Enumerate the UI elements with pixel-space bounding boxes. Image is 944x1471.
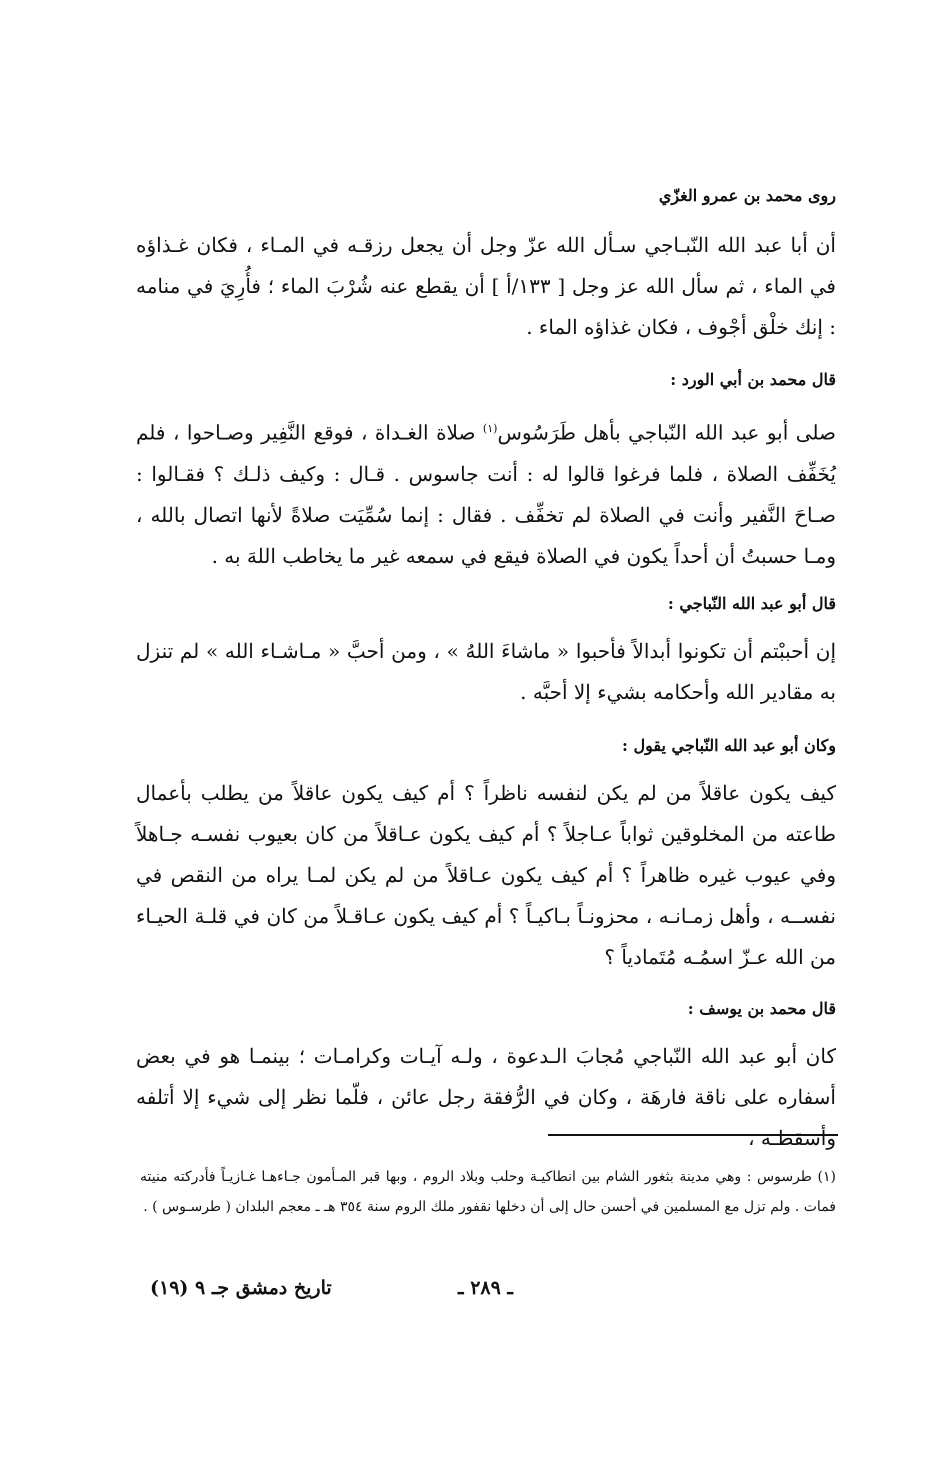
footnote-text: طرسوس : وهي مدينة بثغور الشام بين انطاكيـة وحلب وبلاد الروم ، وبها قبر المـأمون جـاءهـا غـازيـاً فأدركته منيته فمات . ولم تزل مع المسلمين في أحسن حال إلى أن دخلها نقفور ملك الروم سنة ٣٥٤ هـ ـ معجم البلدان ( طرسـوس ) . (140, 1169, 836, 1215)
section-heading: قال محمد بن يوسف : (687, 999, 836, 1018)
section-heading: قال محمد بن أبي الورد : (670, 370, 836, 389)
section-heading: قال أبو عبد الله النّباجي : (667, 594, 836, 613)
section-body (136, 225, 836, 348)
paragraph: كيف يكون عاقلاً من لم يكن لنفسه ناظراً ؟ أم كيف يكون عاقلاً من يطلب بأعمال طاعته من المخلوقين ثواباً عـاجلاً ؟ أم كيف يكون عـاقلاً من كان بعيوب نفسـه جـاهلاً وفي عيوب غيره ظاهراً ؟ أم كيف يكون عـاقلاً من لم يكن لمـا يراه من النقص في نفســه ، وأهل زمـانـه ، محزونـاً بـاكيـاً ؟ أم كيف يكون عـاقـلاً من كان في قلـة الحيـاء من الله عـزّ اسمُـه مُتَمادياً ؟ (136, 781, 836, 969)
section-body (136, 631, 836, 713)
section-body (136, 773, 836, 978)
paragraph: إن أحببْتم أن تكونوا أبدالاً فأحبوا « ماشاءَ اللهُ » ، ومن أحبَّ « مـاشـاء الله » لم تنزل به مقادير الله وأحكامه بشيء إلا أحبَّه . (136, 639, 836, 704)
footnote-marker: (١) (817, 1169, 837, 1185)
section-body (136, 1036, 836, 1159)
footnote-divider (548, 1134, 838, 1136)
page-number: ـ ٢٨٩ ـ (458, 1277, 513, 1299)
section-body (136, 408, 836, 577)
section-heading: وكان أبو عبد الله النّباجي يقول : (622, 736, 836, 755)
footnote-marker: (١) (482, 422, 498, 435)
paragraph-text: صلاة الغـداة ، فوقع النَّفِير وصـاحوا ، فلم يُخَفِّف الصلاة ، فلما فرغوا قالوا له : أنت جاسوس . قـال : وكيف ذلـك ؟ فقـالوا : صـاحَ النَّفير وأنت في الصلاة لم تخفِّف . فقال : إنما سُمِّيَت صلاةً لأنها اتصال بالله ، ومـا حسبتُ أن أحداً يكون في الصلاة فيقع في سمعه غير ما يخاطب اللهَ به . (136, 420, 836, 568)
book-title-footer: تاريخ دمشق جـ ٩ (١٩) (150, 1277, 332, 1299)
footnote (140, 1162, 836, 1222)
paragraph: أن أبا عبد الله النّبـاجي سـأل الله عزّ وجل أن يجعل رزقـه في المـاء ، فكان غـذاؤه في الماء ، ثم سأل الله عز وجل [ ١٣٣/أ ] أن يقطع عنه شُرْبَ الماء ؛ فأُرِيَ في منامه : إنك خلْق أجْوف ، فكان غذاؤه الماء . (136, 233, 836, 339)
paragraph (136, 408, 836, 577)
paragraph-text: صلى أبو عبد الله النّباجي بأهل طَرَسُوس (497, 420, 836, 445)
paragraph: كان أبو عبد الله النّباجي مُجابَ الـدعوة ، ولـه آيـات وكرامـات ؛ بينمـا هو في بعض أسفاره على ناقة فارهَة ، وكان في الرُّفقة رجل عائن ، فلّما نظر إلى شيء إلا أتلفه وأسقطـه ، (136, 1044, 836, 1150)
section-heading: روى محمد بن عمرو الغزّي (658, 186, 836, 205)
